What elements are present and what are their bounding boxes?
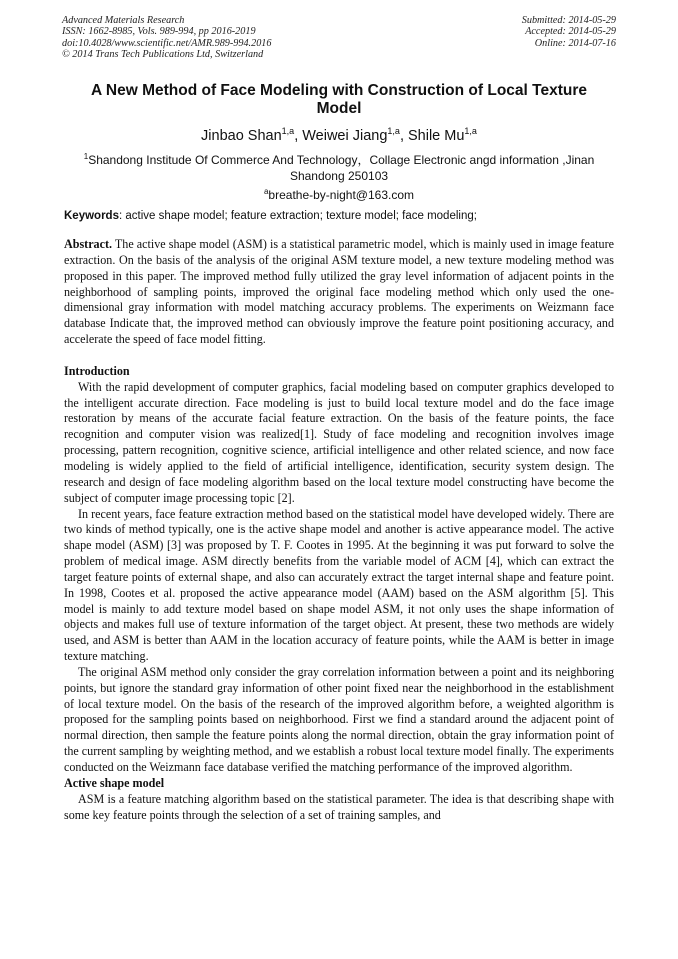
issn-line: ISSN: 1662-8985, Vols. 989-994, pp 2016-2019 [62,26,256,38]
affiliation-email-line [62,184,616,204]
intro-paragraph: The original ASM method only consider the gray correlation information between a point and its neighboring points, but ignore the standard gray information of other point fixed near the neighborhood in the establishment of local texture model. On the basis of the research of the improved algorithm before, a weighted algorithm is proposed for the sampling points based on neighborhood. First we find a standard around the adjacent point of normal direction, then sample the feature points along the normal direction, obtain the gray information point of the current sampling by weighting method, and we establish a robust local texture model finally. The experiments conducted on the Weizmann face database verified the matching performance of the improved algorithm. [64,664,614,774]
author-name: Shile Mu [408,128,465,144]
introduction-heading: Introduction [64,363,130,378]
submitted-date: Submitted: 2014-05-29 [521,15,616,26]
author-affiliation-mark: 1,a [281,126,295,136]
title-line-1: A New Method of Face Modeling with Construction of Local Texture [90,82,587,99]
abstract-label: Abstract. [64,237,113,251]
keywords-label: Keywords [64,210,119,222]
affiliation-line-2: Shandong 250103 [289,168,389,183]
active-shape-model-heading: Active shape model [64,775,165,790]
author-name: Jinbao Shan [201,128,282,144]
author-email: breathe-by-night@163.com [268,188,415,202]
keywords-line [64,209,614,223]
accepted-date: Accepted: 2014-05-29 [525,26,616,38]
journal-header-right [522,15,616,49]
author-name: Weiwei Jiang [302,128,388,144]
asm-paragraph: ASM is a feature matching algorithm based on the statistical parameter. The idea is that describing shape with some key feature points through the selection of a set of training samples, and [64,791,614,822]
paper-title [62,82,616,118]
author-affiliation-mark: 1,a [464,126,477,136]
intro-paragraph: With the rapid development of computer graphics, facial modeling based on computer graphics developed to the intelligent accurate direction. Face modeling is just to build local texture model and do the face image restoration by means of the accurate facial feature extraction. On the basis of the feature points, the face recognition and computer vision was realized[1]. Study of face modeling and recognition involves image processing, pattern recognition, cognitive science, artificial intelligence and other related science, and now face modeling is widely applied to the field of artificial intelligence, identification, security system design. The research and design of face modeling algorithm based on the local texture model constructing have become the subject of computer image processing topic [2]. [64,379,614,505]
author-separator: , [399,128,408,144]
author-affiliation-mark: 1,a [387,126,400,136]
journal-name: Advanced Materials Research [62,15,185,26]
affiliation-institution: Shandong Institude Of Commerce And Technology，Collage Electronic angd information ,Jinan [88,153,595,167]
title-line-2: Model [316,100,362,117]
abstract-paragraph [64,237,614,348]
affiliation-mark: 1 [83,152,89,161]
keywords-text: : active shape model; feature extraction; texture model; face modeling; [118,210,477,222]
affiliation-line-1 [62,149,616,169]
abstract-text: The active shape model (ASM) is a statistical parametric model, which is mainly used in image feature extraction. On the basis of the analysis of the original ASM texture model, a new texture modeling method was proposed in this paper. The improved method fully utilized the gray level information of adjacent points in the neighborhood of sampling points, improved the original face modeling method which only used the one-dimensional gray information with model matching accuracy problems. The experiments on Weizmann face database Indicate that, the improved method can obviously improve the feature point positioning accuracy, and accelerate the speed of face model fitting. [64,237,614,347]
paper-body [64,237,614,823]
intro-paragraph: In recent years, face feature extraction method based on the statistical model have developed widely. There are two kinds of method typically, one is the active shape model and another is active appearance model. The active shape model (ASM) [3] was proposed by T. F. Cootes in 1995. At the beginning it was put forward to solve the problem of medical image. ASM directly benefits from the variable model of ACM [4], which can extract the target feature points of external shape, and also can accurately extract the target internal shape and feature point. In 1998, Cootes et al. proposed the active appearance model (AAM) based on the ASM algorithm [5]. This model is mainly to add texture model based on shape model ASM, it not only uses the shape information of objects and makes full use of texture information of the target object. At present, these two methods are widely used, and ASM is better than AAM in the location accuracy of feature points, while the AAM is better in image texture matching. [64,506,614,664]
copyright-line: © 2014 Trans Tech Publications Ltd, Switzerland [62,49,264,61]
author-list [62,122,616,145]
doi-line: doi:10.4028/www.scientific.net/AMR.989-994.2016 [62,37,272,49]
author-separator: , [294,128,303,144]
email-mark: a [263,187,269,196]
affiliation-block [62,149,616,204]
journal-header-left [62,15,271,61]
online-date: Online: 2014-07-16 [534,37,616,49]
